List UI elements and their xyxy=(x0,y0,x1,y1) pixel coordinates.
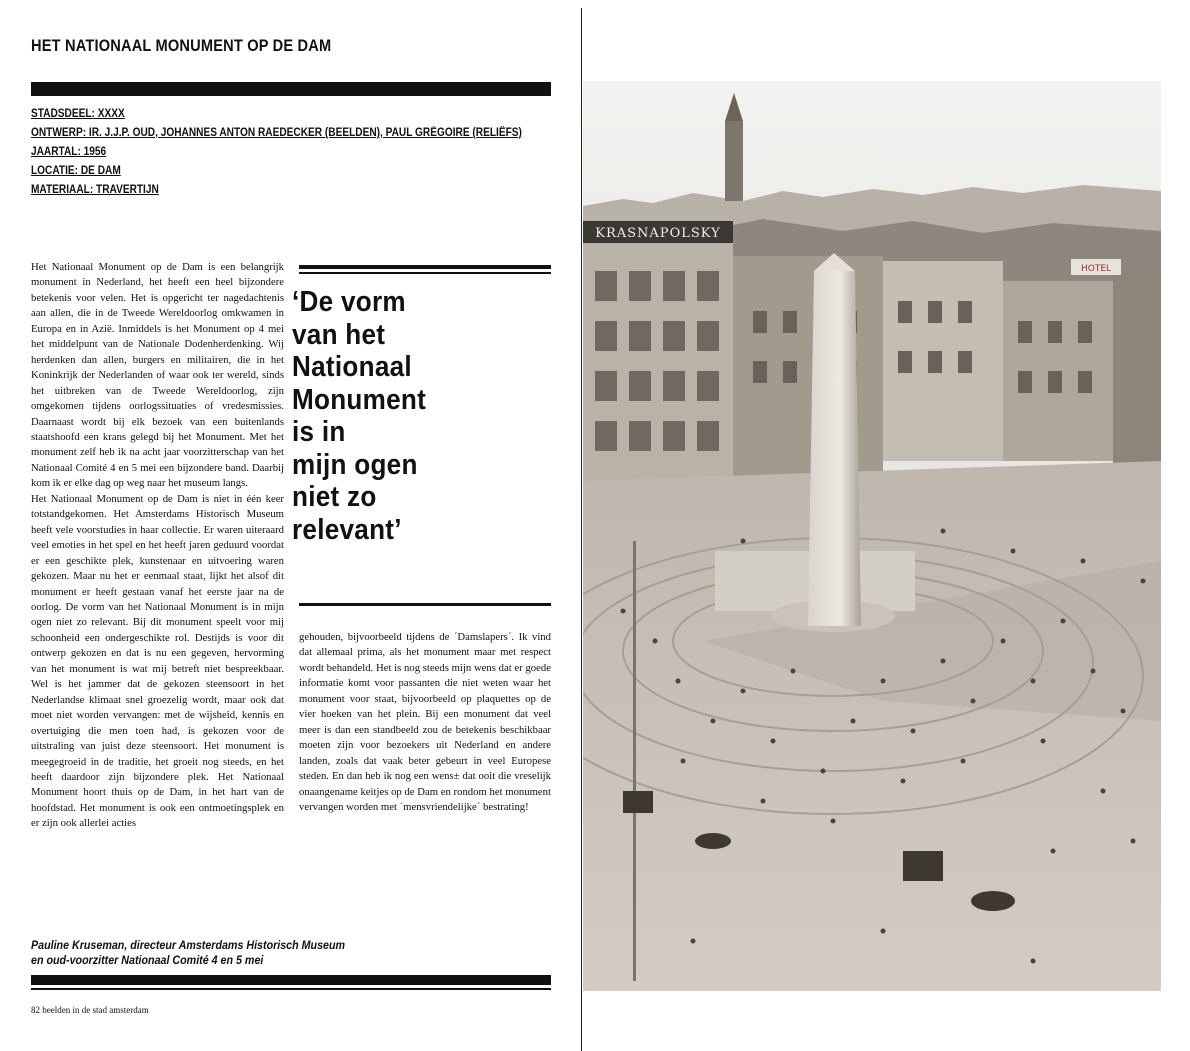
pull-quote-line: relevant’ xyxy=(292,513,402,546)
quote-rule-bottom xyxy=(299,603,551,606)
pull-quote-line: Nationaal xyxy=(292,351,412,383)
pull-quote-line: ‘De vorm xyxy=(292,286,406,318)
article-paragraph: Het Nationaal Monument op de Dam is een belangrijk monument in Nederland, het heeft een heel bijzondere betekenis voor velen. Het is opgericht ter nagedachtenis aan allen, die in de Tweede Wereldoorlog omkwamen in Europa en in Azië. Inmiddels is het Monument op 4 mei het middelpunt van de Nationale Dodenherdenking. Wij herdenken dan allen, burgers en militairen, die in het Koninkrijk der Nederlanden of waar ook ter wereld, sinds het uitbreken van de Tweede Wereldoorlog, zijn omgekomen tijdens oorlogssituaties of vredesmissies. Daarnaast wordt bij elk bezoek van een buitenlands staatshoofd een krans gelegd bij het Monument. Met het monument zelf heb ik na acht jaar voorzitterschap van het Nationaal Comité 4 en 5 mei een bijzondere band. Daarbij kom ik er elke dag op weg naar het museum langs. xyxy=(31,261,284,490)
article-column-left xyxy=(31,260,284,832)
krasnapolsky-sign: KRASNAPOLSKY xyxy=(595,226,721,241)
pull-quote-line: is in xyxy=(292,416,346,448)
quote-rule-top-thick xyxy=(299,265,551,269)
article-title: HET NATIONAAL MONUMENT OP DE DAM xyxy=(31,36,332,55)
pull-quote-line: Monument xyxy=(292,383,427,416)
quote-rule-top-thin xyxy=(299,272,551,274)
pull-quote xyxy=(292,286,542,546)
credit-line: en oud-voorzitter Nationaal Comité 4 en 5 mei xyxy=(31,955,264,967)
credit-line: Pauline Kruseman, directeur Amsterdams Historisch Museum xyxy=(31,940,346,952)
meta-jaartal: JAARTAL: 1956 xyxy=(31,146,107,158)
article-column-right xyxy=(299,630,551,815)
meta-locatie: LOCATIE: DE DAM xyxy=(31,165,121,177)
spine-divider xyxy=(581,8,582,1051)
meta-stadsdeel: STADSDEEL: XXXX xyxy=(31,108,125,120)
meta-ontwerp: ONTWERP: IR. J.J.P. OUD, JOHANNES ANTON RAEDECKER (BEELDEN), PAUL GRÉGOIRE (RELIËFS) xyxy=(31,127,522,139)
pull-quote-line: van het xyxy=(292,318,386,351)
pull-quote-line: niet zo xyxy=(292,481,377,513)
monument-metadata xyxy=(31,105,591,200)
page-footer: 82 beelden in de stad amsterdam xyxy=(31,1005,149,1015)
title-rule xyxy=(31,82,551,96)
footer-rule-thin xyxy=(31,988,551,990)
article-paragraph: Het Nationaal Monument op de Dam is niet in één keer totstandgekomen. Het Amsterdams Historisch Museum heeft vele voorstudies in haar collectie. Er waren uiteraard veel emoties in het spel en het heeft jaren geduurd voordat er een geschikte plek, kunstenaar en uitvoering waren gekozen. Maar nu het er eenmaal staat, lijkt het alsof dit monument er heeft gestaan vanaf het eerste jaar na de oorlog. De vorm van het Nationaal Monument is in mijn ogen niet zo relevant. Bij dit monument speelt voor mij schoonheid een ondergeschikte rol. Destijds is voor dit ontwerp gekozen en dat is nu een gegeven, hervorming van het monument is wat mij betreft niet bespreekbaar. Wel is het jammer dat de gekozen steensoort in het Nederlandse klimaat snel groezelig wordt, maar ook dat moet niet worden vervangen: met de wijsheid, kennis en overtuiging die men toen had, is gekozen voor de uitstraling van juist deze steensoort. Het monument is meegegroeid in de traditie, het groeit nog steeds, en het heeft daardoor zijn bijzondere plek. Het Nationaal Monument hoort thuis op de Dam, in het hart van de hoofdstad. Het monument is ook een ontmoetingsplek en er zijn ook allerlei acties xyxy=(31,492,284,830)
meta-materiaal: MATERIAAL: TRAVERTIJN xyxy=(31,184,159,196)
hotel-sign: HOTEL xyxy=(1080,264,1112,274)
dam-square-photo xyxy=(583,81,1161,991)
article-paragraph: gehouden, bijvoorbeeld tijdens de ´Damslapers´. Ik vind dat allemaal prima, als het monument maar met respect wordt behandeld. Het is nog steeds mijn wens dat er goede informatie komt voor passanten die niet weten waar het monument voor staat, bijvoorbeeld op plaquettes op de vier hoeken van het plein. Bij een monument dat veel meer is dan een standbeeld zou de betekenis beschikbaar moeten zijn voor bezoekers uit Nederland en andere landen, zoals dat vaak beter gebeurt in veel Europese steden. En dan heb ik nog een wens± dat ooit die vreselijk onaangename keitjes op de Dam en rondom het monument vervangen worden met ´mensvriendelijke´ bestrating! xyxy=(299,631,551,813)
author-credit xyxy=(31,939,551,969)
footer-rule-thick xyxy=(31,975,551,985)
pull-quote-line: mijn ogen xyxy=(292,448,418,481)
